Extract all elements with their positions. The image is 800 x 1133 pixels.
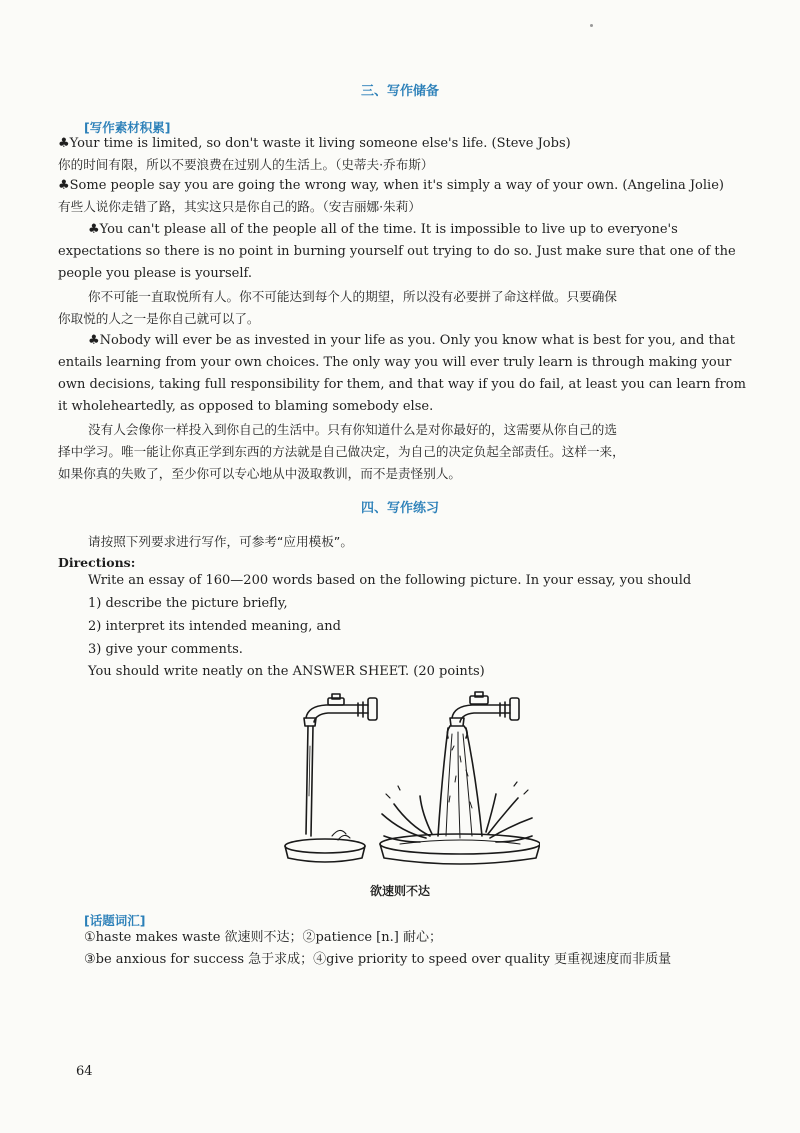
writing-instruction: 请按照下列要求进行写作，可参考“应用模板”。 — [88, 534, 353, 549]
quote-4-en-line-2: entails learning from your own choices. The only way you will ever truly learn is through making your — [58, 355, 732, 370]
faucet-illustration — [270, 686, 540, 872]
quote-4-cn-line-3: 如果你真的失败了，至少你可以专心地从中汲取教训，而不是责怪别人。 — [58, 466, 461, 481]
thin-water-stream — [306, 726, 313, 836]
club-icon: ♣ — [58, 136, 70, 151]
quote-2-cn: 有些人说你走错了路，其实这只是你自己的路。（安吉丽娜·朱莉） — [58, 199, 421, 214]
scan-speck — [590, 24, 593, 27]
quote-3-cn-line-2: 你取悦的人之一是你自己就可以了。 — [58, 311, 260, 326]
left-basin-icon — [285, 830, 365, 862]
club-icon: ♣ — [88, 222, 100, 237]
quote-4-cn-line-2: 择中学习。唯一能让你真正学到东西的方法就是自己做决定，为自己的决定负起全部责任。这样一来， — [58, 444, 625, 459]
tag-topic-vocabulary: [话题词汇] — [84, 913, 146, 928]
quote-3-en-line-1: ♣You can't please all of the people all of the time. It is impossible to live up to everyone's — [88, 222, 678, 237]
directions-label: Directions: — [58, 555, 136, 570]
quote-3-en-line-2: expectations so there is no point in burning yourself out trying to do so. Just make sure that one of the — [58, 244, 736, 259]
directions-line-1: Write an essay of 160—200 words based on the following picture. In your essay, you should — [88, 573, 692, 588]
directions-line-4: 3) give your comments. — [88, 642, 243, 657]
quote-4-cn-line-1: 没有人会像你一样投入到你自己的生活中。只有你知道什么是对你最好的，这需要从你自己的选 — [88, 422, 617, 437]
directions-line-2: 1) describe the picture briefly, — [88, 596, 288, 611]
right-faucet-icon — [450, 692, 519, 726]
vocab-line-2: ③be anxious for success 急于求成；④give priority to speed over quality 更重视速度而非质量 — [84, 952, 672, 967]
tag-material-accumulation: [写作素材积累] — [84, 120, 171, 135]
quote-1-en: ♣Your time is limited, so don't waste it living someone else's life. (Steve Jobs) — [58, 136, 571, 151]
left-faucet-icon — [304, 694, 377, 726]
directions-line-5: You should write neatly on the ANSWER SHEET. (20 points) — [88, 664, 485, 679]
section-title-writing-practice: 四、写作练习 — [360, 501, 439, 516]
quote-3-en-line-3: people you please is yourself. — [58, 266, 252, 281]
illustration-caption: 欲速则不达 — [369, 884, 430, 898]
gushing-water — [438, 726, 482, 838]
vocab-line-1: ①haste makes waste 欲速则不达；②patience [n.] 耐心； — [84, 930, 442, 945]
quote-4-en-line-3: own decisions, taking full responsibility for them, and that way if you do fail, at least you can learn from — [58, 377, 746, 392]
quote-2-en: ♣Some people say you are going the wrong way, when it's simply a way of your own. (Angelina Jolie) — [58, 178, 724, 193]
club-icon: ♣ — [58, 178, 70, 193]
water-splash — [382, 782, 532, 842]
quote-3-cn-line-1: 你不可能一直取悦所有人。你不可能达到每个人的期望，所以没有必要拼了命这样做。只要确保 — [88, 289, 617, 304]
directions-line-3: 2) interpret its intended meaning, and — [88, 619, 341, 634]
page-number: 64 — [76, 1064, 93, 1079]
quote-4-en-line-1: ♣Nobody will ever be as invested in your life as you. Only you know what is best for you, and that — [88, 333, 736, 348]
quote-1-cn: 你的时间有限，所以不要浪费在过别人的生活上。（史蒂夫·乔布斯） — [58, 157, 434, 172]
section-title-writing-reserve: 三、写作储备 — [360, 84, 439, 99]
quote-4-en-line-4: it wholeheartedly, as opposed to blaming somebody else. — [58, 399, 434, 414]
club-icon: ♣ — [88, 333, 100, 348]
